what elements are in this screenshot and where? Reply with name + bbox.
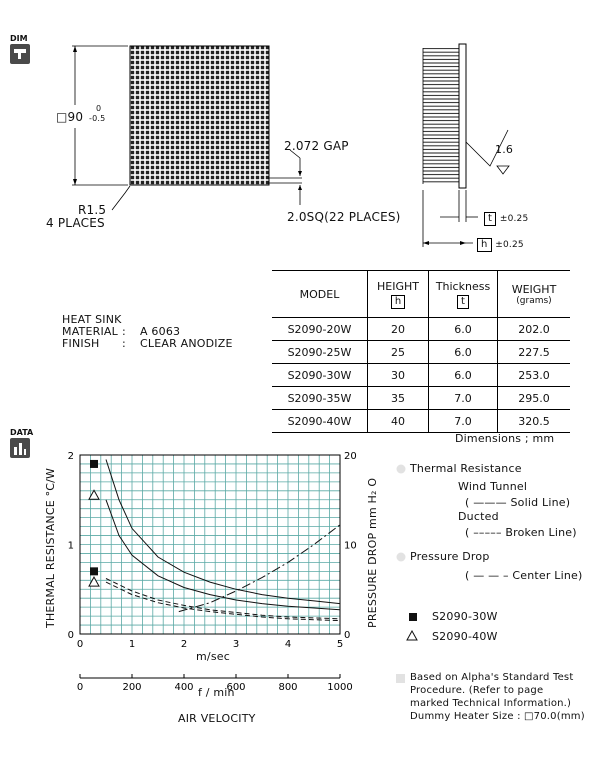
filled-square-icon (408, 612, 418, 622)
thermal-bullet-icon (396, 464, 406, 474)
base-thickness-finish: 1.6 (495, 143, 514, 156)
triangle-icon (406, 630, 418, 641)
x-axis-title: AIR VELOCITY (178, 712, 256, 725)
col-model: MODEL (272, 271, 368, 318)
cell-thickness: 6.0 (429, 318, 498, 341)
y-axis-right-label: PRESSURE DROP mm H₂ O (366, 477, 379, 628)
series-line-broken (106, 582, 340, 621)
legend-thermal: Thermal Resistance (410, 462, 522, 475)
cell-model: S2090-40W (272, 410, 368, 433)
series-line-solid (106, 460, 340, 604)
y2-tick-label: 0 (344, 630, 351, 641)
legend-solid-line: ( ——— Solid Line) (465, 496, 571, 509)
cell-height: 20 (368, 318, 429, 341)
x-tick-label: 3 (232, 639, 240, 650)
table-row (272, 364, 570, 387)
legend-pressure: Pressure Drop (410, 550, 490, 563)
pin-size: 2.0SQ(22 PLACES) (287, 210, 401, 224)
cell-model: S2090-20W (272, 318, 368, 341)
x2-tick-label: 600 (226, 682, 246, 693)
x2-tick-label: 400 (174, 682, 194, 693)
note-line-3: marked Technical Information.) (410, 698, 572, 709)
cell-height: 30 (368, 364, 429, 387)
note-line-4: Dummy Heater Size : □70.0(mm) (410, 711, 585, 722)
y-tick-label: 2 (67, 451, 74, 462)
cell-thickness: 6.0 (429, 364, 498, 387)
cell-weight: 295.0 (498, 387, 571, 410)
cell-thickness: 6.0 (429, 341, 498, 364)
material-label: MATERIAL (62, 325, 118, 338)
cell-model: S2090-35W (272, 387, 368, 410)
cell-weight: 202.0 (498, 318, 571, 341)
data-badge-label: DATA (10, 428, 34, 437)
cell-thickness: 7.0 (429, 387, 498, 410)
performance-chart (0, 440, 380, 740)
y2-tick-label: 20 (344, 451, 357, 462)
cell-weight: 320.5 (498, 410, 571, 433)
y2-tick-label: 10 (344, 540, 357, 552)
x2-tick-label: 800 (278, 682, 298, 693)
heat-sink-title: HEAT SINK (62, 313, 122, 326)
note-line-2: Procedure. (Refer to page (410, 685, 544, 696)
marker-filled-square (90, 460, 98, 468)
table-row (272, 341, 570, 364)
legend-center-line: ( — — – Center Line) (465, 569, 583, 582)
y-axis-left-label: THERMAL RESISTANCE °C/W (44, 467, 57, 628)
tolerance-lower: -0.5 (89, 114, 106, 123)
side-dimension: □90 (56, 110, 84, 124)
legend-model-a: S2090-30W (432, 610, 498, 623)
legend-ducted: Ducted (458, 510, 499, 523)
cell-model: S2090-25W (272, 341, 368, 364)
material-value: A 6063 (140, 325, 181, 338)
dimensions-note: Dimensions ; mm (455, 432, 555, 445)
table-row (272, 318, 570, 341)
h-dimension: h ±0.25 (477, 236, 524, 252)
tolerance-upper: 0 (96, 104, 102, 113)
cell-model: S2090-30W (272, 364, 368, 387)
x-axis-label-top: m/sec (196, 650, 230, 663)
cell-weight: 227.5 (498, 341, 571, 364)
x2-tick-label: 0 (76, 682, 84, 693)
note-line-1: Based on Alpha's Standard Test (410, 672, 574, 683)
x-tick-label: 2 (180, 639, 188, 650)
x-axis-label-bottom: f / min (198, 686, 235, 699)
pressure-bullet-icon (396, 552, 406, 562)
col-thickness: Thickness t (429, 271, 498, 318)
corner-radius-places: 4 PLACES (46, 216, 105, 230)
marker-filled-square (90, 567, 98, 575)
x2-tick-label: 1000 (327, 682, 353, 693)
cell-height: 40 (368, 410, 429, 433)
x-tick-label: 4 (284, 639, 292, 650)
cell-thickness: 7.0 (429, 410, 498, 433)
table-row (272, 387, 570, 410)
y-tick-label: 0 (67, 630, 74, 641)
legend-model-b: S2090-40W (432, 630, 498, 643)
finish-label: FINISH (62, 337, 100, 350)
finish-value: CLEAR ANODIZE (140, 337, 233, 350)
series-line-solid (106, 500, 340, 610)
y-tick-label: 1 (67, 540, 74, 552)
legend-wind-tunnel: Wind Tunnel (458, 480, 528, 493)
material-colon: : (122, 325, 126, 338)
corner-radius: R1.5 (78, 203, 107, 217)
x2-tick-label: 200 (122, 682, 142, 693)
table-row (272, 410, 570, 433)
pin-gap: 2.072 GAP (284, 139, 349, 153)
dim-badge-label: DIM (10, 34, 28, 43)
x-tick-label: 1 (128, 639, 136, 650)
x-tick-label: 0 (76, 639, 84, 650)
col-weight: WEIGHT (grams) (498, 271, 571, 318)
cell-height: 35 (368, 387, 429, 410)
legend-broken-line: ( ––––– Broken Line) (465, 526, 577, 539)
x-tick-label: 5 (336, 639, 344, 650)
cell-height: 25 (368, 341, 429, 364)
t-dimension: t ±0.25 (484, 210, 528, 226)
col-height: HEIGHT h (368, 271, 429, 318)
table-header-row (272, 271, 570, 318)
finish-colon: : (122, 337, 126, 350)
cell-weight: 253.0 (498, 364, 571, 387)
note-bullet-icon (396, 674, 405, 683)
model-table (272, 270, 570, 433)
